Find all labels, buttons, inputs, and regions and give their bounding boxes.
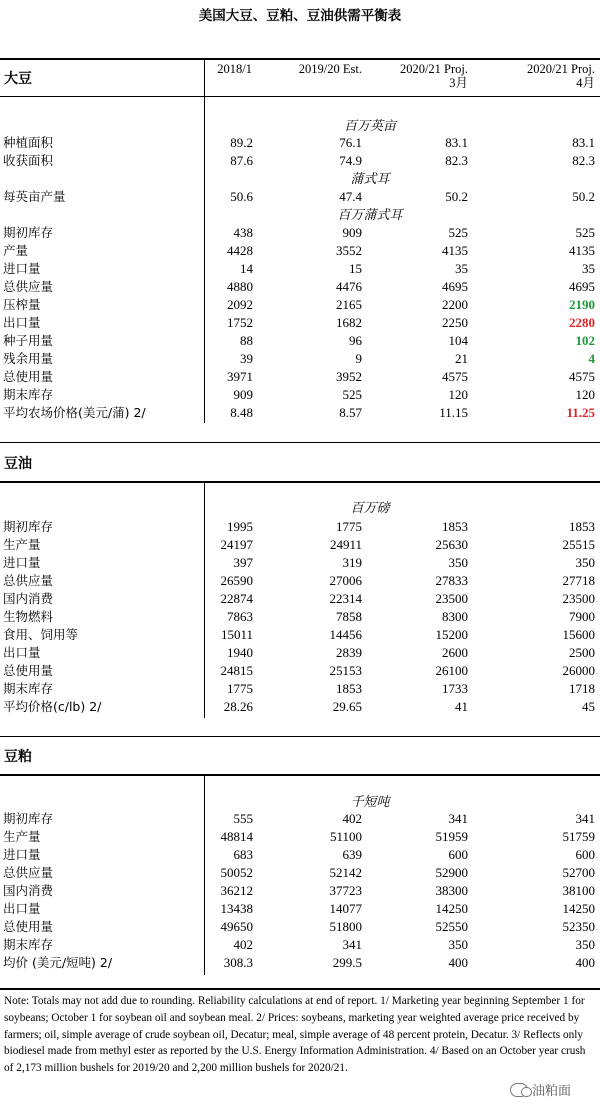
row-label: 出口量 bbox=[3, 901, 41, 916]
cell: 8.48 bbox=[230, 405, 253, 420]
table-row bbox=[0, 572, 600, 590]
cell: 1995 bbox=[227, 519, 253, 534]
column-header-2019-est: 2019/20 Est. bbox=[298, 62, 362, 76]
cell: 525 bbox=[342, 387, 362, 402]
table-row bbox=[0, 296, 600, 314]
cell: 1775 bbox=[336, 519, 362, 534]
cell: 4575 bbox=[569, 369, 595, 384]
cell: 14250 bbox=[435, 901, 468, 916]
unit-text: 千短吨 bbox=[350, 794, 390, 809]
cell: 683 bbox=[233, 847, 253, 862]
table-row bbox=[0, 662, 600, 680]
cell: 27006 bbox=[329, 573, 362, 588]
cell: 555 bbox=[233, 811, 253, 826]
cell: 2839 bbox=[336, 645, 362, 660]
cell: 299.5 bbox=[332, 955, 362, 970]
section-heading-soyoil: 豆油 bbox=[4, 456, 32, 472]
section-heading-soymeal: 豆粕 bbox=[4, 749, 32, 765]
table-row bbox=[0, 152, 600, 170]
cell: 25630 bbox=[435, 537, 468, 552]
table-row bbox=[0, 536, 600, 554]
cell: 400 bbox=[448, 955, 468, 970]
cell: 24911 bbox=[329, 537, 362, 552]
table-row bbox=[0, 954, 600, 972]
table-row bbox=[0, 368, 600, 386]
cell: 909 bbox=[233, 387, 253, 402]
cell: 52142 bbox=[329, 865, 362, 880]
cell: 51100 bbox=[329, 829, 362, 844]
row-label: 生产量 bbox=[3, 537, 41, 552]
column-header-month: 3月 bbox=[449, 76, 468, 90]
table-row bbox=[0, 404, 600, 422]
unit-label bbox=[0, 172, 600, 186]
cell: 83.1 bbox=[572, 135, 595, 150]
row-label: 种植面积 bbox=[3, 135, 54, 150]
cell: 350 bbox=[448, 555, 468, 570]
cell: 23500 bbox=[435, 591, 468, 606]
cell: 26590 bbox=[220, 573, 253, 588]
cell: 400 bbox=[575, 955, 595, 970]
table-row bbox=[0, 900, 600, 918]
table-row bbox=[0, 810, 600, 828]
cell: 2500 bbox=[569, 645, 595, 660]
unit-label bbox=[0, 501, 600, 515]
table-row bbox=[0, 242, 600, 260]
page-title: 美国大豆、豆粕、豆油供需平衡表 bbox=[198, 8, 402, 24]
row-label: 生物燃料 bbox=[3, 609, 54, 624]
column-header-month: 4月 bbox=[576, 76, 595, 90]
cell: 27718 bbox=[562, 573, 595, 588]
cell: 29.65 bbox=[332, 699, 362, 714]
cell: 82.3 bbox=[572, 153, 595, 168]
watermark bbox=[510, 1080, 571, 1099]
column-header-2018: 2018/1 bbox=[217, 62, 252, 76]
cell: 14077 bbox=[329, 901, 362, 916]
section-heading-soybeans: 大豆 bbox=[4, 71, 32, 87]
row-label: 总供应量 bbox=[3, 573, 54, 588]
cell: 14456 bbox=[329, 627, 362, 642]
column-header-2020-proj-april bbox=[497, 62, 595, 90]
row-label: 总使用量 bbox=[3, 919, 54, 934]
cell: 7900 bbox=[569, 609, 595, 624]
cell: 39 bbox=[240, 351, 253, 366]
table-row bbox=[0, 626, 600, 644]
cell: 4695 bbox=[442, 279, 468, 294]
column-header-line: 2020/21 Proj. bbox=[526, 62, 595, 76]
row-label: 种子用量 bbox=[3, 333, 54, 348]
cell: 2200 bbox=[442, 297, 468, 312]
cell: 22314 bbox=[329, 591, 362, 606]
cell: 1853 bbox=[442, 519, 468, 534]
cell: 48814 bbox=[220, 829, 253, 844]
table-row bbox=[0, 260, 600, 278]
table-row bbox=[0, 386, 600, 404]
row-label: 收获面积 bbox=[3, 153, 54, 168]
divider bbox=[0, 736, 600, 737]
cell: 26000 bbox=[562, 663, 595, 678]
cell: 600 bbox=[448, 847, 468, 862]
cell: 120 bbox=[575, 387, 595, 402]
cell: 52900 bbox=[435, 865, 468, 880]
table-row bbox=[0, 590, 600, 608]
cell: 89.2 bbox=[230, 135, 253, 150]
cell: 25515 bbox=[562, 537, 595, 552]
cell: 350 bbox=[575, 555, 595, 570]
cell: 402 bbox=[233, 937, 253, 952]
cell: 51800 bbox=[329, 919, 362, 934]
cell: 7863 bbox=[227, 609, 253, 624]
cell: 52350 bbox=[562, 919, 595, 934]
unit-text: 百万磅 bbox=[350, 500, 390, 515]
table-row bbox=[0, 644, 600, 662]
cell: 4575 bbox=[442, 369, 468, 384]
row-label: 生产量 bbox=[3, 829, 41, 844]
table-row bbox=[0, 698, 600, 716]
cell: 909 bbox=[342, 225, 362, 240]
cell: 23500 bbox=[562, 591, 595, 606]
cell: 88 bbox=[240, 333, 253, 348]
cell: 21 bbox=[455, 351, 468, 366]
table-row bbox=[0, 518, 600, 536]
column-header-2020-proj-march bbox=[370, 62, 468, 90]
row-label: 总使用量 bbox=[3, 369, 54, 384]
cell: 50.6 bbox=[230, 189, 253, 204]
table-row bbox=[0, 918, 600, 936]
cell: 4476 bbox=[336, 279, 362, 294]
cell: 4135 bbox=[442, 243, 468, 258]
cell: 52550 bbox=[435, 919, 468, 934]
cell: 8.57 bbox=[339, 405, 362, 420]
cell: 1853 bbox=[569, 519, 595, 534]
cell: 26100 bbox=[435, 663, 468, 678]
table-row bbox=[0, 608, 600, 626]
row-label: 压榨量 bbox=[3, 297, 41, 312]
table-row bbox=[0, 188, 600, 206]
divider bbox=[0, 442, 600, 443]
cell: 22874 bbox=[220, 591, 253, 606]
cell: 3552 bbox=[336, 243, 362, 258]
table-row bbox=[0, 134, 600, 152]
cell: 51759 bbox=[562, 829, 595, 844]
table-row bbox=[0, 828, 600, 846]
row-label: 总供应量 bbox=[3, 279, 54, 294]
cell: 15011 bbox=[220, 627, 253, 642]
cell: 76.1 bbox=[339, 135, 362, 150]
unit-text: 蒲式耳 bbox=[350, 171, 390, 186]
row-label: 出口量 bbox=[3, 315, 41, 330]
cell: 1940 bbox=[227, 645, 253, 660]
watermark-text: 油粕面 bbox=[532, 1084, 572, 1099]
table-row bbox=[0, 314, 600, 332]
highlighted-cell: 2280 bbox=[569, 315, 595, 330]
cell: 15600 bbox=[562, 627, 595, 642]
table-row bbox=[0, 936, 600, 954]
cell: 2600 bbox=[442, 645, 468, 660]
divider bbox=[0, 481, 600, 483]
cell: 50.2 bbox=[572, 189, 595, 204]
highlighted-cell: 102 bbox=[575, 333, 595, 348]
cell: 14 bbox=[240, 261, 253, 276]
cell: 438 bbox=[233, 225, 253, 240]
unit-label bbox=[0, 119, 600, 133]
cell: 15 bbox=[349, 261, 362, 276]
row-label: 期初库存 bbox=[3, 811, 54, 826]
divider bbox=[0, 96, 600, 97]
cell: 49650 bbox=[220, 919, 253, 934]
cell: 4135 bbox=[569, 243, 595, 258]
cell: 525 bbox=[448, 225, 468, 240]
divider bbox=[0, 774, 600, 776]
cell: 82.3 bbox=[445, 153, 468, 168]
table-row bbox=[0, 864, 600, 882]
cell: 96 bbox=[349, 333, 362, 348]
cell: 120 bbox=[448, 387, 468, 402]
cell: 308.3 bbox=[223, 955, 253, 970]
unit-text: 百万英亩 bbox=[343, 118, 396, 133]
highlighted-cell: 11.25 bbox=[566, 405, 595, 420]
row-label: 进口量 bbox=[3, 555, 41, 570]
cell: 7858 bbox=[336, 609, 362, 624]
cell: 87.6 bbox=[230, 153, 253, 168]
table-row bbox=[0, 882, 600, 900]
row-label: 期末库存 bbox=[3, 681, 54, 696]
cell: 11.15 bbox=[439, 405, 468, 420]
table-row bbox=[0, 278, 600, 296]
cell: 1733 bbox=[442, 681, 468, 696]
cell: 8300 bbox=[442, 609, 468, 624]
cell: 1853 bbox=[336, 681, 362, 696]
cell: 600 bbox=[575, 847, 595, 862]
row-label: 平均农场价格(美元/蒲) 2/ bbox=[3, 405, 146, 420]
table-row bbox=[0, 846, 600, 864]
cell: 402 bbox=[342, 811, 362, 826]
row-label: 出口量 bbox=[3, 645, 41, 660]
cell: 4880 bbox=[227, 279, 253, 294]
cell: 1775 bbox=[227, 681, 253, 696]
row-label: 残余用量 bbox=[3, 351, 54, 366]
row-label: 期初库存 bbox=[3, 519, 54, 534]
row-label: 期初库存 bbox=[3, 225, 54, 240]
cell: 9 bbox=[355, 351, 362, 366]
cell: 35 bbox=[582, 261, 595, 276]
cell: 27833 bbox=[435, 573, 468, 588]
cell: 639 bbox=[342, 847, 362, 862]
table-row bbox=[0, 680, 600, 698]
cell: 14250 bbox=[562, 901, 595, 916]
footnote: Note: Totals may not add due to rounding. Reliability calculations at end of report. 1/ Marketing year beginning September 1 for soybeans; October 1 for soybean oil and soybean meal. 2/ Prices: soybeans, marketing year weighted average price received by farmers; oil, simple average of crude soybean oil, Decatur; meal, simple average of 48 percent protein, Decatur. 3/ Reflects only biodiesel made from methyl ester as reported by the U.S. Energy Information Administration. 4/ Based on an October year crush of 2,173 million bushels for 2019/20 and 2,200 million bushels for 2020/21. bbox=[4, 995, 586, 1075]
cell: 50052 bbox=[220, 865, 253, 880]
row-label: 每英亩产量 bbox=[3, 189, 66, 204]
row-label: 产量 bbox=[3, 243, 29, 258]
unit-label bbox=[0, 208, 600, 222]
cell: 36212 bbox=[220, 883, 253, 898]
cell: 2092 bbox=[227, 297, 253, 312]
table-row bbox=[0, 332, 600, 350]
cell: 51959 bbox=[435, 829, 468, 844]
row-label: 国内消费 bbox=[3, 883, 54, 898]
row-label: 期末库存 bbox=[3, 387, 54, 402]
highlighted-cell: 4 bbox=[588, 351, 595, 366]
cell: 1752 bbox=[227, 315, 253, 330]
cell: 1718 bbox=[569, 681, 595, 696]
cell: 104 bbox=[448, 333, 468, 348]
cell: 4695 bbox=[569, 279, 595, 294]
cell: 52700 bbox=[562, 865, 595, 880]
cell: 2250 bbox=[442, 315, 468, 330]
cell: 350 bbox=[448, 937, 468, 952]
row-label: 期末库存 bbox=[3, 937, 54, 952]
table-row bbox=[0, 554, 600, 572]
row-label: 平均价格(c/lb) 2/ bbox=[3, 699, 102, 714]
cell: 3971 bbox=[227, 369, 253, 384]
cell: 525 bbox=[575, 225, 595, 240]
cell: 15200 bbox=[435, 627, 468, 642]
column-header-line: 2020/21 Proj. bbox=[399, 62, 468, 76]
highlighted-cell: 2190 bbox=[569, 297, 595, 312]
cell: 341 bbox=[342, 937, 362, 952]
cell: 74.9 bbox=[339, 153, 362, 168]
cell: 13438 bbox=[220, 901, 253, 916]
cell: 350 bbox=[575, 937, 595, 952]
row-label: 进口量 bbox=[3, 847, 41, 862]
unit-label bbox=[0, 795, 600, 809]
cell: 45 bbox=[582, 699, 595, 714]
cell: 83.1 bbox=[445, 135, 468, 150]
unit-text: 百万蒲式耳 bbox=[337, 207, 403, 222]
cell: 3952 bbox=[336, 369, 362, 384]
cell: 341 bbox=[575, 811, 595, 826]
cell: 24197 bbox=[220, 537, 253, 552]
cell: 37723 bbox=[329, 883, 362, 898]
table-row bbox=[0, 350, 600, 368]
cell: 38300 bbox=[435, 883, 468, 898]
cell: 319 bbox=[342, 555, 362, 570]
cell: 38100 bbox=[562, 883, 595, 898]
row-label: 进口量 bbox=[3, 261, 41, 276]
divider bbox=[0, 58, 600, 60]
divider bbox=[0, 988, 600, 990]
cell: 35 bbox=[455, 261, 468, 276]
cell: 1682 bbox=[336, 315, 362, 330]
cell: 47.4 bbox=[339, 189, 362, 204]
cell: 28.26 bbox=[223, 699, 253, 714]
row-label: 总使用量 bbox=[3, 663, 54, 678]
table-row bbox=[0, 224, 600, 242]
cell: 25153 bbox=[329, 663, 362, 678]
row-label: 食用、饲用等 bbox=[3, 627, 79, 642]
cell: 4428 bbox=[227, 243, 253, 258]
cell: 2165 bbox=[336, 297, 362, 312]
row-label: 总供应量 bbox=[3, 865, 54, 880]
cell: 24815 bbox=[220, 663, 253, 678]
cell: 41 bbox=[455, 699, 468, 714]
cell: 397 bbox=[233, 555, 253, 570]
row-label: 均价 (美元/短吨) 2/ bbox=[3, 955, 113, 970]
row-label: 国内消费 bbox=[3, 591, 54, 606]
cell: 341 bbox=[448, 811, 468, 826]
wechat-icon bbox=[510, 1083, 528, 1097]
cell: 50.2 bbox=[445, 189, 468, 204]
